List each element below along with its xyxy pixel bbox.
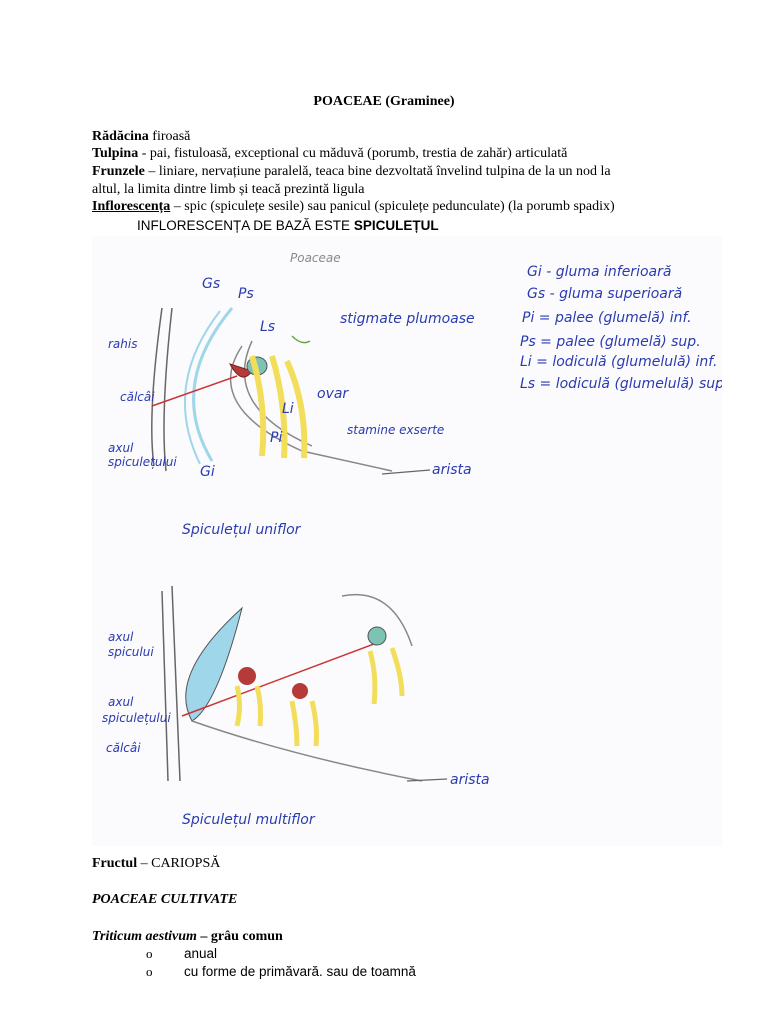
spicul-heading [137,217,439,234]
legend-ps: Ps = palee (glumelă) sup. [520,334,701,350]
lower-label-axul2: axul [108,695,134,709]
inflorescenta-text: – spic (spiculețe sesile) sau panicul (spiculețe pedunculate) (la porumb spadix) [170,199,615,214]
label-pi: Pi [270,430,283,446]
lower-label-axul1: axul [108,630,134,644]
label-stigmate: stigmate plumoase [340,311,475,327]
inflorescenta-term: Inflorescența [92,199,171,214]
frunzele-text1: – liniare, nervațiune paralelă, teaca bine dezvoltată învelind tulpina de la un nod la [144,164,611,179]
spicul-bold: SPICULEȚUL [353,218,439,233]
label-ps: Ps [238,286,254,302]
legend-pi: Pi = palee (glumelă) inf. [522,310,692,326]
frunzele-line [92,163,611,180]
lower-label-spic2: spiculețului [102,711,171,725]
label-stamine: stamine exserte [347,423,445,437]
radacina-term: Rădăcina [92,129,149,144]
label-axul: axul [108,441,134,455]
triticum-common: – grâu comun [196,929,283,944]
radacina-text: firoasă [148,129,191,144]
label-spicul: spiculețului [108,455,177,469]
lower-caption: Spiculețul multiflor [182,812,315,828]
lower-label-calcai: călcâi [106,741,141,755]
label-ls: Ls [260,319,276,335]
bullet-marker-1: o [146,946,153,961]
label-li: Li [282,401,294,417]
frunzele-term: Frunzele [92,164,145,179]
upper-caption: Spiculețul uniflor [182,522,301,538]
label-ovar: ovar [317,386,349,402]
page-title: POACEAE (Graminee) [313,94,455,109]
legend-gs: Gs - gluma superioară [527,286,683,302]
triticum-line [92,928,283,945]
label-arista-upper: arista [432,462,472,478]
bullet-marker-2: o [146,964,153,979]
inflorescenta-line [92,198,615,215]
fructul-text: – CARIOPSĂ [137,856,221,871]
tulpina-text: - pai, fistuloasă, exceptional cu măduvă (porumb, trestia de zahăr) articulată [138,146,568,161]
label-arista-lower: arista [450,772,490,788]
label-gs: Gs [202,276,221,292]
legend-gi: Gi - gluma inferioară [527,264,672,280]
legend-li: Li = lodiculă (glumelulă) inf. [520,354,718,370]
radacina-line [92,128,190,145]
bullet-item-2: cu forme de primăvară. sau de toamnă [184,964,416,979]
fig-top-label: Poaceae [290,251,341,265]
cultivated-heading: POACEAE CULTIVATE [92,892,238,907]
frunzele-line-2: altul, la limita dintre limb și teacă prezintă ligula [92,182,365,197]
fructul-term: Fructul [92,856,138,871]
spiculet-figure [92,236,722,846]
triticum-name: Triticum aestivum [92,929,197,944]
lower-label-rahis1: spicului [108,645,154,659]
tulpina-line [92,145,567,162]
spiculet-drawing [92,236,722,846]
spicul-prefix: INFLORESCENȚA DE BAZĂ ESTE [137,218,354,233]
label-gi: Gi [200,464,215,480]
bullet-item-1: anual [184,946,218,961]
legend-ls: Ls = lodiculă (glumelulă) sup. [520,376,722,392]
label-rahis: rahis [108,337,138,351]
label-calcai: călcâi [120,390,155,404]
fructul-line [92,855,220,872]
tulpina-term: Tulpina [92,146,139,161]
